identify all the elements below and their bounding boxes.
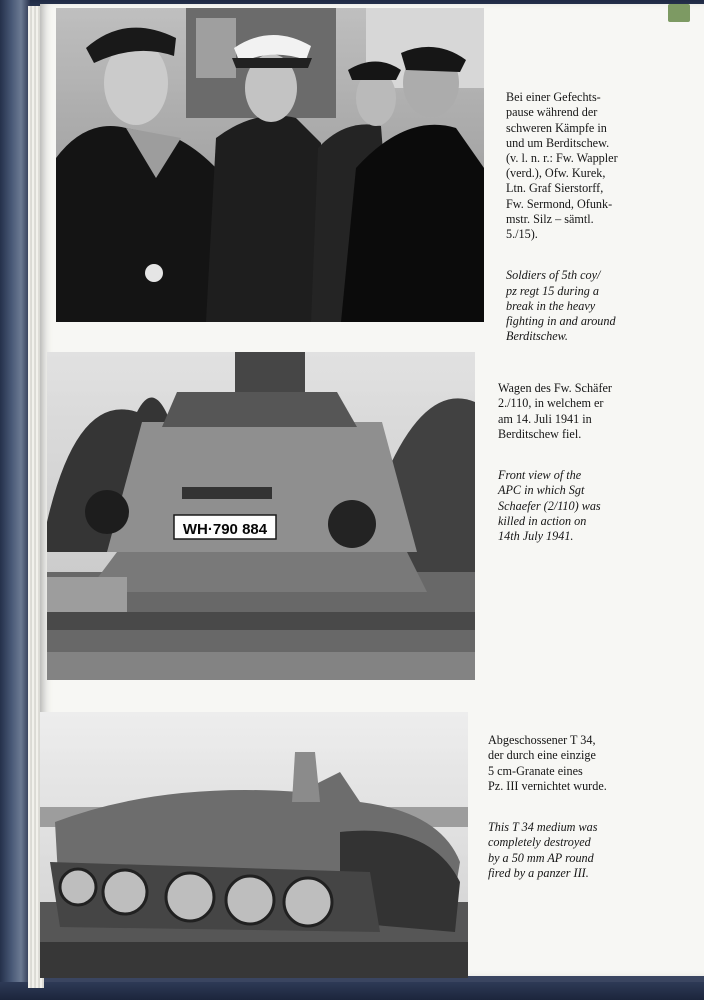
photo-t34: [40, 712, 468, 978]
corner-tab: [668, 4, 690, 22]
caption-english: This T 34 medium was completely destroyed by a 50 mm AP round fired by a panzer III.: [488, 820, 598, 880]
caption-apc: [498, 366, 668, 559]
caption-german: Bei einer Gefechts- pause während der schweren Kämpfe in und um Berditschew. (v. l. n. r.: Fw. Wappler (verd.), Ofw. Kurek, Ltn. Graf Sierstorff, Fw. Sermond, Ofunk- mstr. Silz – sämtl. 5./15).: [506, 90, 618, 242]
caption-german: Abgeschossener T 34, der durch eine einzige 5 cm-Granate eines Pz. III vernichtet wurde.: [488, 733, 607, 793]
photo-apc: [47, 352, 475, 680]
caption-soldiers: [506, 75, 674, 360]
caption-english: Soldiers of 5th coy/ pz regt 15 during a break in the heavy fighting in and around Berditschew.: [506, 268, 616, 344]
photo-soldiers: [56, 8, 484, 322]
book-cover-bottom: [0, 982, 704, 1000]
caption-t34: [488, 718, 668, 896]
caption-english: Front view of the APC in which Sgt Schaefer (2/110) was killed in action on 14th July 1941.: [498, 468, 601, 544]
book-cover-left: [0, 0, 30, 1000]
caption-german: Wagen des Fw. Schäfer 2./110, in welchem er am 14. Juli 1941 in Berditschew fiel.: [498, 381, 612, 441]
license-plate-text: WH·790 884: [182, 521, 268, 538]
